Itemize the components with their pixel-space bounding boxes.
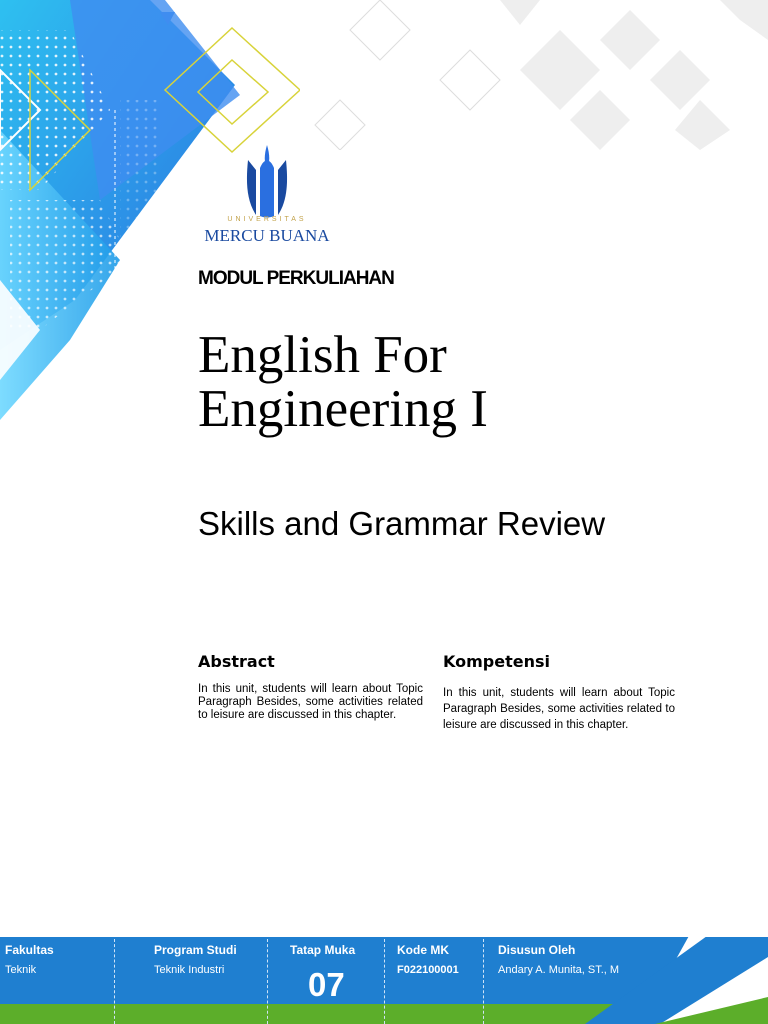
document-subtitle: Skills and Grammar Review <box>198 505 606 542</box>
footer-disusun-value: Andary A. Munita, ST., M <box>498 964 620 976</box>
title-line-2: Engineering I <box>198 380 488 438</box>
title-line-1: English For <box>198 326 447 384</box>
footer-separator <box>384 939 385 1024</box>
footer-prodi-value: Teknik Industri <box>154 964 225 976</box>
decorative-grey-pattern <box>300 0 768 150</box>
document-title <box>198 328 718 436</box>
abstract-heading: Abstract <box>198 652 275 671</box>
footer-disusun-label: Disusun Oleh <box>498 943 576 957</box>
footer-tatap-label: Tatap Muka <box>290 943 356 957</box>
footer-separator <box>483 939 484 1024</box>
logo-name-text: MERCU BUANA <box>204 226 330 245</box>
footer-fakultas-value: Teknik <box>5 964 37 976</box>
logo-universitas-text: UNIVERSITAS <box>227 216 307 223</box>
kompetensi-body: In this unit, students will learn about Topic Paragraph Besides, some activities related to leisure are discussed in this chapter. <box>443 687 675 731</box>
kompetensi-heading: Kompetensi <box>443 652 550 671</box>
footer-prodi-label: Program Studi <box>154 943 237 957</box>
footer-fakultas-label: Fakultas <box>5 943 54 957</box>
footer-kode-value: F022100001 <box>397 964 459 976</box>
footer-tatap-value: 07 <box>308 966 345 1003</box>
footer-separator <box>267 939 268 1024</box>
module-label: MODUL PERKULIAHAN <box>198 268 394 289</box>
footer-separator <box>114 939 115 1024</box>
abstract-body: In this unit, students will learn about Topic Paragraph Besides, some activities related to leisure are discussed in this chapter. <box>198 683 423 721</box>
footer-kode-label: Kode MK <box>397 943 449 957</box>
